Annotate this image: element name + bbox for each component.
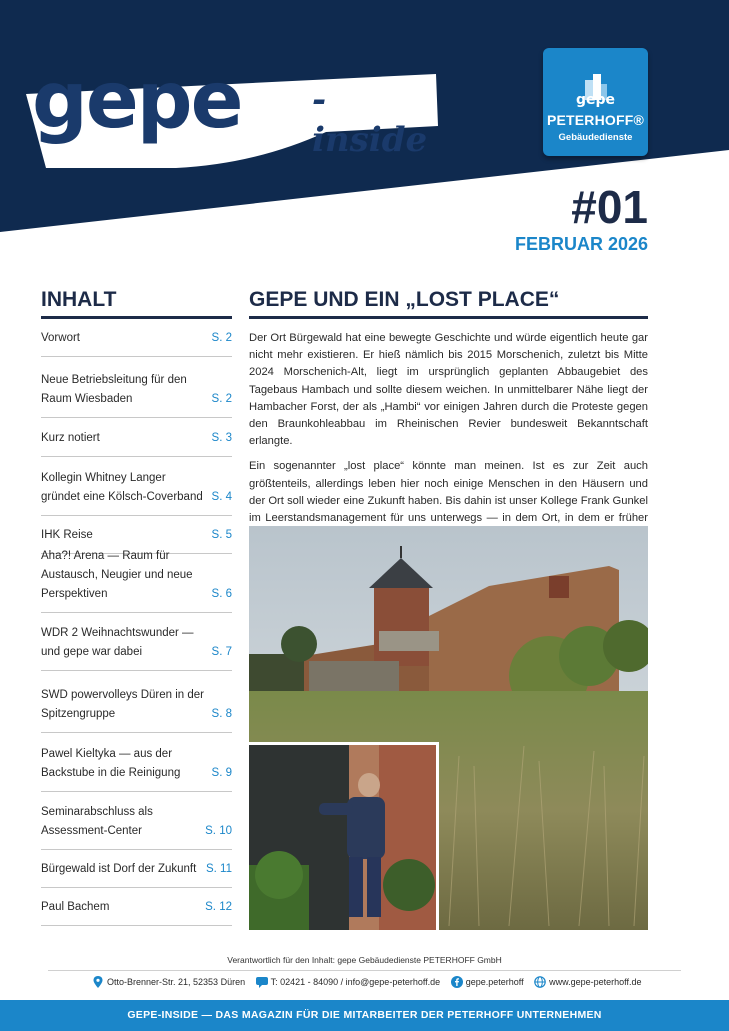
toc-item-page: S. 7 xyxy=(211,646,232,658)
facebook-icon xyxy=(451,976,463,988)
toc-item-label: Paul Bachem xyxy=(41,901,110,913)
responsible-note: Verantwortlich für den Inhalt: gepe Gebäudedienste PETERHOFF GmbH xyxy=(227,955,502,965)
toc-item[interactable] xyxy=(41,457,232,516)
toc-item-label: WDR 2 Weihnachtswunder — und gepe war dabei xyxy=(41,627,194,658)
toc-item-page: S. 5 xyxy=(211,529,232,541)
toc-item[interactable] xyxy=(41,888,232,926)
contact-line xyxy=(92,976,650,990)
toc-item-page: S. 3 xyxy=(211,432,232,444)
toc-item-page: S. 6 xyxy=(211,588,232,600)
toc-item-label: Neue Betriebsleitung für den Raum Wiesbaden xyxy=(41,374,187,405)
table-of-contents xyxy=(41,319,232,926)
location-pin-icon xyxy=(92,976,104,988)
toc-item-label: SWD powervolleys Düren in der Spitzengruppe xyxy=(41,689,204,720)
phone-text[interactable]: T: 02421 - 84090 / info@gepe-peterhoff.de xyxy=(270,977,441,987)
address-item xyxy=(92,976,245,988)
web-text[interactable]: www.gepe-peterhoff.de xyxy=(549,977,642,987)
address-text: Otto-Brenner-Str. 21, 52353 Düren xyxy=(107,977,246,987)
toc-item[interactable] xyxy=(41,319,232,357)
toc-item[interactable] xyxy=(41,850,232,888)
badge-tagline: Gebäudedienste xyxy=(558,132,633,143)
toc-item-page: S. 12 xyxy=(205,901,232,913)
toc-item-label: IHK Reise xyxy=(41,529,93,541)
web-item xyxy=(534,976,641,988)
issue-date: FEBRUAR 2026 xyxy=(514,234,648,254)
article-rule xyxy=(249,316,648,319)
badge-company: PETERHOFF® xyxy=(546,112,645,128)
toc-item[interactable] xyxy=(41,733,232,792)
phone-item xyxy=(256,976,441,988)
globe-icon xyxy=(534,976,546,988)
toc-item-page: S. 9 xyxy=(211,767,232,779)
chat-bubble-icon xyxy=(256,976,268,988)
toc-item[interactable] xyxy=(41,792,232,850)
toc-item-label: Pawel Kieltyka — aus der Backstube in die Reinigung xyxy=(41,748,181,779)
facebook-item xyxy=(451,976,524,988)
facebook-text[interactable]: gepe.peterhoff xyxy=(465,977,524,987)
toc-item[interactable] xyxy=(41,418,232,457)
article-paragraph-text: Ein sogenannter „lost place“ könnte man meinen. Ist es zur Zeit auch größtenteils, allerdings leben hier noch einige Menschen in den Häusern und der Ort soll wieder eine Zukunft haben. Bis dahin ist unser Kollege Frank Gunkel im Leerstandsmanagement für uns unterwegs — in dem Ort, in dem er früher xyxy=(249,460,648,525)
article-paragraph: Der Ort Bürgewald hat eine bewegte Geschichte und würde eigentlich heute gar nicht mehr existieren. Er hieß nämlich bis 2015 Morschenich, zuletzt bis Mitte 2024 Morschenich-Alt, liegt im ursprünglich geplanten Abbaugebiet des Tagebaus Hambach und sollte diesem weichen. In unmittelbarer Nähe liegt der Hambacher Forst, der als „Hambi“ vor einigen Jahren durch die Proteste gegen den Braunkohleabbau im Rheinischen Revier bundesweit Bekanntschaft erlangte. xyxy=(249,332,648,448)
toc-item[interactable] xyxy=(41,357,232,418)
article-title: GEPE UND EIN „LOST PLACE“ xyxy=(249,288,560,311)
toc-item-label: Seminarabschluss als Assessment-Center xyxy=(41,806,153,837)
issue-number: #01 xyxy=(571,181,648,233)
toc-item-page: S. 4 xyxy=(211,491,232,503)
toc-item-page: S. 10 xyxy=(205,825,232,837)
badge-gepe: gepe xyxy=(575,92,616,108)
toc-item-label: Kurz notiert xyxy=(41,432,100,444)
worker-photo xyxy=(249,742,439,930)
toc-item[interactable] xyxy=(41,671,232,733)
peterhoff-badge xyxy=(543,48,648,156)
article-body xyxy=(249,330,648,552)
toc-item-label: Bürgewald ist Dorf der Zukunft xyxy=(41,863,197,875)
toc-item-page: S. 11 xyxy=(206,863,232,875)
toc-title: INHALT xyxy=(41,288,117,311)
toc-item-label: Aha?! Arena — Raum für Austausch, Neugier und neue Perspektiven xyxy=(41,550,193,600)
footer-bar: GEPE-INSIDE — DAS MAGAZIN FÜR DIE MITARBEITER DER PETERHOFF UNTERNEHMEN xyxy=(0,1000,729,1031)
footer-rule xyxy=(48,970,681,971)
toc-item-page: S. 8 xyxy=(211,708,232,720)
toc-item[interactable] xyxy=(41,550,232,613)
toc-item-page: S. 2 xyxy=(211,393,232,405)
toc-item[interactable] xyxy=(41,613,232,671)
toc-item-label: Vorwort xyxy=(41,332,80,344)
logo-subtitle: -inside xyxy=(312,80,428,160)
toc-item-page: S. 2 xyxy=(211,332,232,344)
toc-item-label: Kollegin Whitney Langer gründet eine Kölsch-Coverband xyxy=(41,472,203,503)
logo-wordmark: gepe xyxy=(32,56,242,146)
